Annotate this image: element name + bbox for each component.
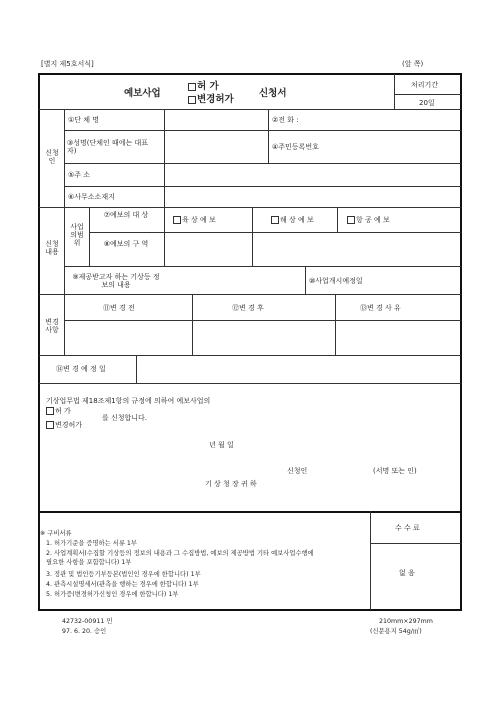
paper-type: (신문용지 54g/㎡)	[370, 628, 422, 635]
statement-permit-checkbox-icon[interactable]	[46, 407, 54, 415]
document-item: 5. 허가증(변경허가신청인 경우에 한합니다) 1부	[46, 591, 179, 598]
document-item: 4. 관측시설명세서(관측을 행하는 경우에 한합니다) 1부	[46, 581, 199, 588]
statement-option-change: 변경허가	[46, 421, 82, 429]
after-change-label: ⑫변 경 후	[232, 304, 264, 312]
change-section-label: 변경사항	[45, 318, 59, 334]
option-land-forecast: 육 상 예 보	[173, 216, 216, 224]
change-reason-label: ⑬변 경 사 유	[360, 304, 401, 312]
target-label: ⑦예보의 대 상	[103, 211, 149, 219]
fee-label: 수 수 료	[395, 524, 420, 532]
rep-name-label: ③성명(단체인 때에는 대표자)	[67, 139, 149, 155]
processing-period-label: 처리기간	[411, 81, 439, 89]
form-number: [별지 제5호서식]	[41, 60, 94, 68]
statement-option-permit: 허 가	[46, 407, 71, 415]
processing-period-value: 20일	[419, 99, 435, 107]
applicant-section-label: 신청인	[45, 149, 59, 165]
sign-or-seal: (서명 또는 인)	[373, 467, 417, 475]
statement-apply: 를 신청합니다.	[102, 414, 148, 422]
phone-label: ②전 화 :	[272, 116, 299, 124]
document-item: 필요한 사항을 포함합니다) 1부	[46, 559, 132, 566]
permit-checkbox-icon[interactable]	[188, 83, 196, 91]
recipient: 기 상 청 장 귀 하	[205, 480, 257, 488]
title-option-permit: 허 가	[188, 81, 219, 92]
address-label: ⑤주 소	[68, 171, 91, 179]
page-side: (앞 쪽)	[402, 60, 424, 68]
document-item: 2. 사업계획서(수집할 기상등의 정보의 내용과 그 수집방법, 예보의 제공방법 기타 예보사업수행에	[46, 550, 314, 557]
title-option-change: 변경허가	[188, 94, 234, 105]
document-item: 3. 정관 및 법인등기부등본(법인인 경우에 한합니다) 1부	[46, 571, 201, 578]
land-checkbox-icon[interactable]	[173, 216, 181, 224]
start-date-label: ⑩사업개시예정일	[309, 277, 363, 285]
resident-no-label: ④주민등록번호	[272, 143, 319, 151]
title-suffix: 신청서	[259, 88, 287, 99]
office-label: ⑥사무소소재지	[68, 193, 115, 201]
statement-change-checkbox-icon[interactable]	[46, 421, 54, 429]
provide-info-label: ⑨제공받고자 하는 기상등 정보의 내용	[72, 273, 160, 289]
statement-line: 기상업무법 제18조제1항의 규정에 의하여 예보사업의	[46, 397, 211, 405]
documents-heading: ※ 구비서류	[40, 530, 72, 537]
option-aviation-forecast: 항 공 예 보	[347, 216, 390, 224]
approval-date: 97. 6. 20. 승인	[62, 628, 107, 635]
scope-label: 사업의범위	[70, 223, 84, 247]
before-change-label: ⑪변 경 전	[103, 304, 135, 312]
document-item: 1. 허가기준을 증명하는 서류 1부	[46, 540, 138, 547]
planned-date-label: ⑭변 경 예 정 일	[56, 365, 106, 373]
marine-checkbox-icon[interactable]	[271, 216, 279, 224]
aviation-checkbox-icon[interactable]	[347, 216, 355, 224]
applicant-sign-label: 신청인	[287, 467, 308, 475]
option-marine-forecast: 해 상 예 보	[271, 216, 314, 224]
org-name-label: ①단 체 명	[68, 116, 100, 124]
form-code: 42732-00911 민	[62, 618, 113, 625]
paper-size: 210mm×297mm	[379, 618, 433, 625]
area-label: ⑧예보의 구 역	[103, 240, 149, 248]
signature-date: 년 월 일	[209, 441, 234, 449]
content-section-label: 신청내용	[45, 240, 59, 256]
fee-value: 없 음	[399, 569, 415, 577]
change-permit-checkbox-icon[interactable]	[188, 96, 196, 104]
title-prefix: 예보사업	[124, 88, 161, 99]
